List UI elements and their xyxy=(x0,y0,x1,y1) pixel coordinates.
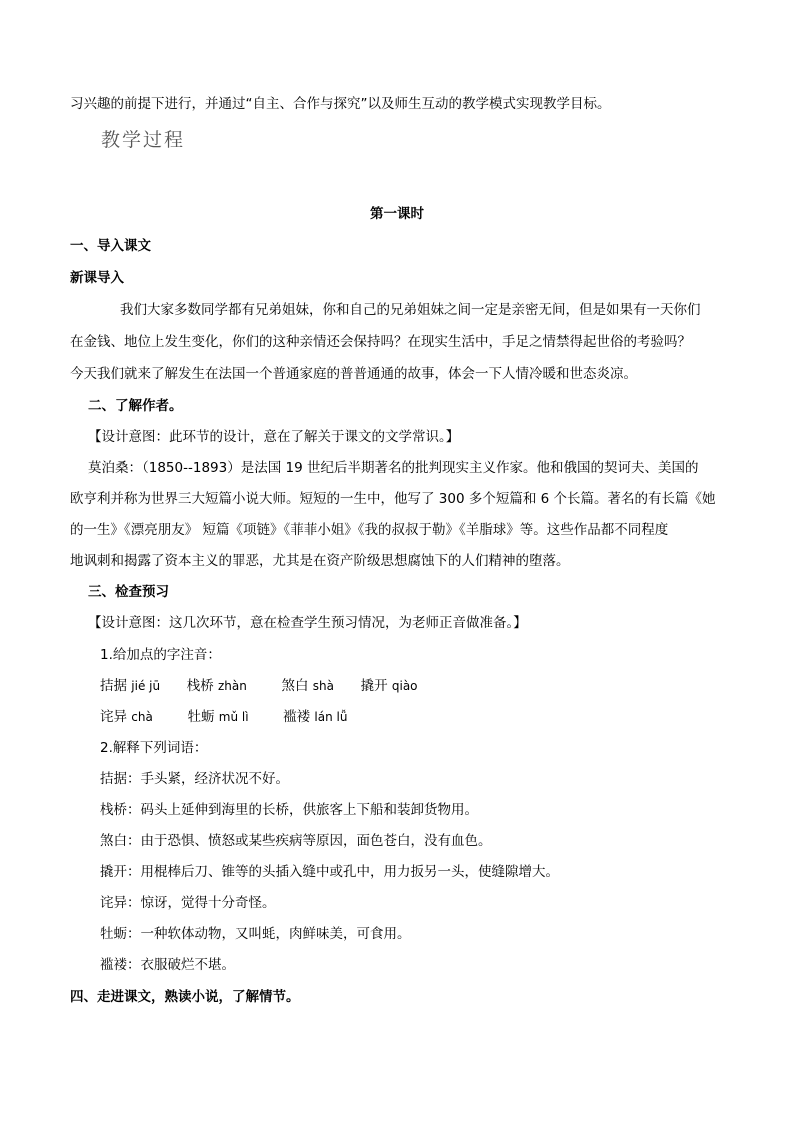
pinyin-annotation: qiào xyxy=(391,679,418,693)
definition-item: 褴褛：衣服破烂不堪。 xyxy=(100,957,235,973)
heading-section-3: 三、检查预习 xyxy=(88,584,169,600)
question-2: 2.解释下列词语： xyxy=(100,740,208,756)
vocab-word: 撬开 xyxy=(360,678,388,694)
pinyin-annotation: shà xyxy=(312,679,334,693)
pinyin-annotation: zhàn xyxy=(218,679,247,693)
paragraph-line: 地讽刺和揭露了资本主义的罪恶，尤其是在资产阶级思想腐蚀下的人们精神的堕落。 xyxy=(70,553,570,569)
heading-section-2: 二、了解作者。 xyxy=(88,398,183,414)
heading-section-1: 一、导入课文 xyxy=(70,238,151,254)
vocab-word: 拮据 xyxy=(100,678,127,694)
vocab-word: 煞白 xyxy=(281,678,309,694)
section-title-teaching-process: 教学过程 xyxy=(101,129,186,151)
lesson-title: 第一课时 xyxy=(370,206,424,222)
paragraph-line: 莫泊桑：（1850--1893）是法国 19 世纪后半期著名的批判现实主义作家。他和俄国的契诃夫、美国的 xyxy=(88,460,699,476)
vocab-word: 褴褛 xyxy=(283,709,311,725)
paragraph-line: 在金钱、地位上发生变化，你们的这种亲情还会保持吗？在现实生活中，手足之情禁得起世俗的考验吗？ xyxy=(70,334,691,350)
paragraph-line: 我们大家多数同学都有兄弟姐妹，你和自己的兄弟姐妹之间一定是亲密无间，但是如果有一天你们 xyxy=(120,302,701,318)
pinyin-row xyxy=(100,676,418,696)
design-intent-note: 【设计意图：这几次环节，意在检查学生预习情况，为老师正音做准备。】 xyxy=(88,615,527,631)
pinyin-annotation: mǔ lì xyxy=(218,710,249,724)
pinyin-annotation: chà xyxy=(131,710,153,724)
paragraph-line: 的一生》《漂亮朋友》 短篇《项链》《菲菲小姐》《我的叔叔于勒》《羊脂球》等。这些作品都不同程度 xyxy=(70,522,669,538)
subheading-new-lesson: 新课导入 xyxy=(70,270,124,286)
design-intent-note: 【设计意图：此环节的设计，意在了解关于课文的文学常识。】 xyxy=(88,429,460,445)
pinyin-row xyxy=(100,707,347,727)
pinyin-annotation: jié jū xyxy=(131,679,161,693)
heading-section-4: 四、走进课文，熟读小说，了解情节。 xyxy=(70,989,300,1005)
definition-item: 栈桥：码头上延伸到海里的长桥，供旅客上下船和装卸货物用。 xyxy=(100,802,478,818)
paragraph-line: 今天我们就来了解发生在法国一个普通家庭的普普通通的故事，体会一下人情冷暖和世态炎凉。 xyxy=(70,366,637,382)
intro-paragraph-tail: 习兴趣的前提下进行，并通过“自主、合作与探究”以及师生互动的教学模式实现教学目标。 xyxy=(70,96,611,112)
question-1: 1.给加点的字注音： xyxy=(100,647,221,663)
definition-item: 牡蛎：一种软体动物，又叫蚝，肉鲜味美，可食用。 xyxy=(100,926,411,942)
definition-item: 撬开：用棍棒后刀、锥等的头插入缝中或孔中，用力扳另一头，使缝隙增大。 xyxy=(100,864,559,880)
vocab-word: 栈桥 xyxy=(186,678,214,694)
vocab-word: 诧异 xyxy=(100,709,127,725)
pinyin-annotation: lán lǚ xyxy=(314,710,348,724)
paragraph-line: 欧亨利并称为世界三大短篇小说大师。短短的一生中，他写了 300 多个短篇和 6 个长篇。著名的有长篇《她 xyxy=(70,491,716,507)
definition-item: 诧异：惊讶，觉得十分奇怪。 xyxy=(100,895,276,911)
definition-item: 拮据：手头紧，经济状况不好。 xyxy=(100,771,289,787)
definition-item: 煞白：由于恐惧、愤怒或某些疾病等原因，面色苍白，没有血色。 xyxy=(100,833,492,849)
vocab-word: 牡蛎 xyxy=(187,709,215,725)
